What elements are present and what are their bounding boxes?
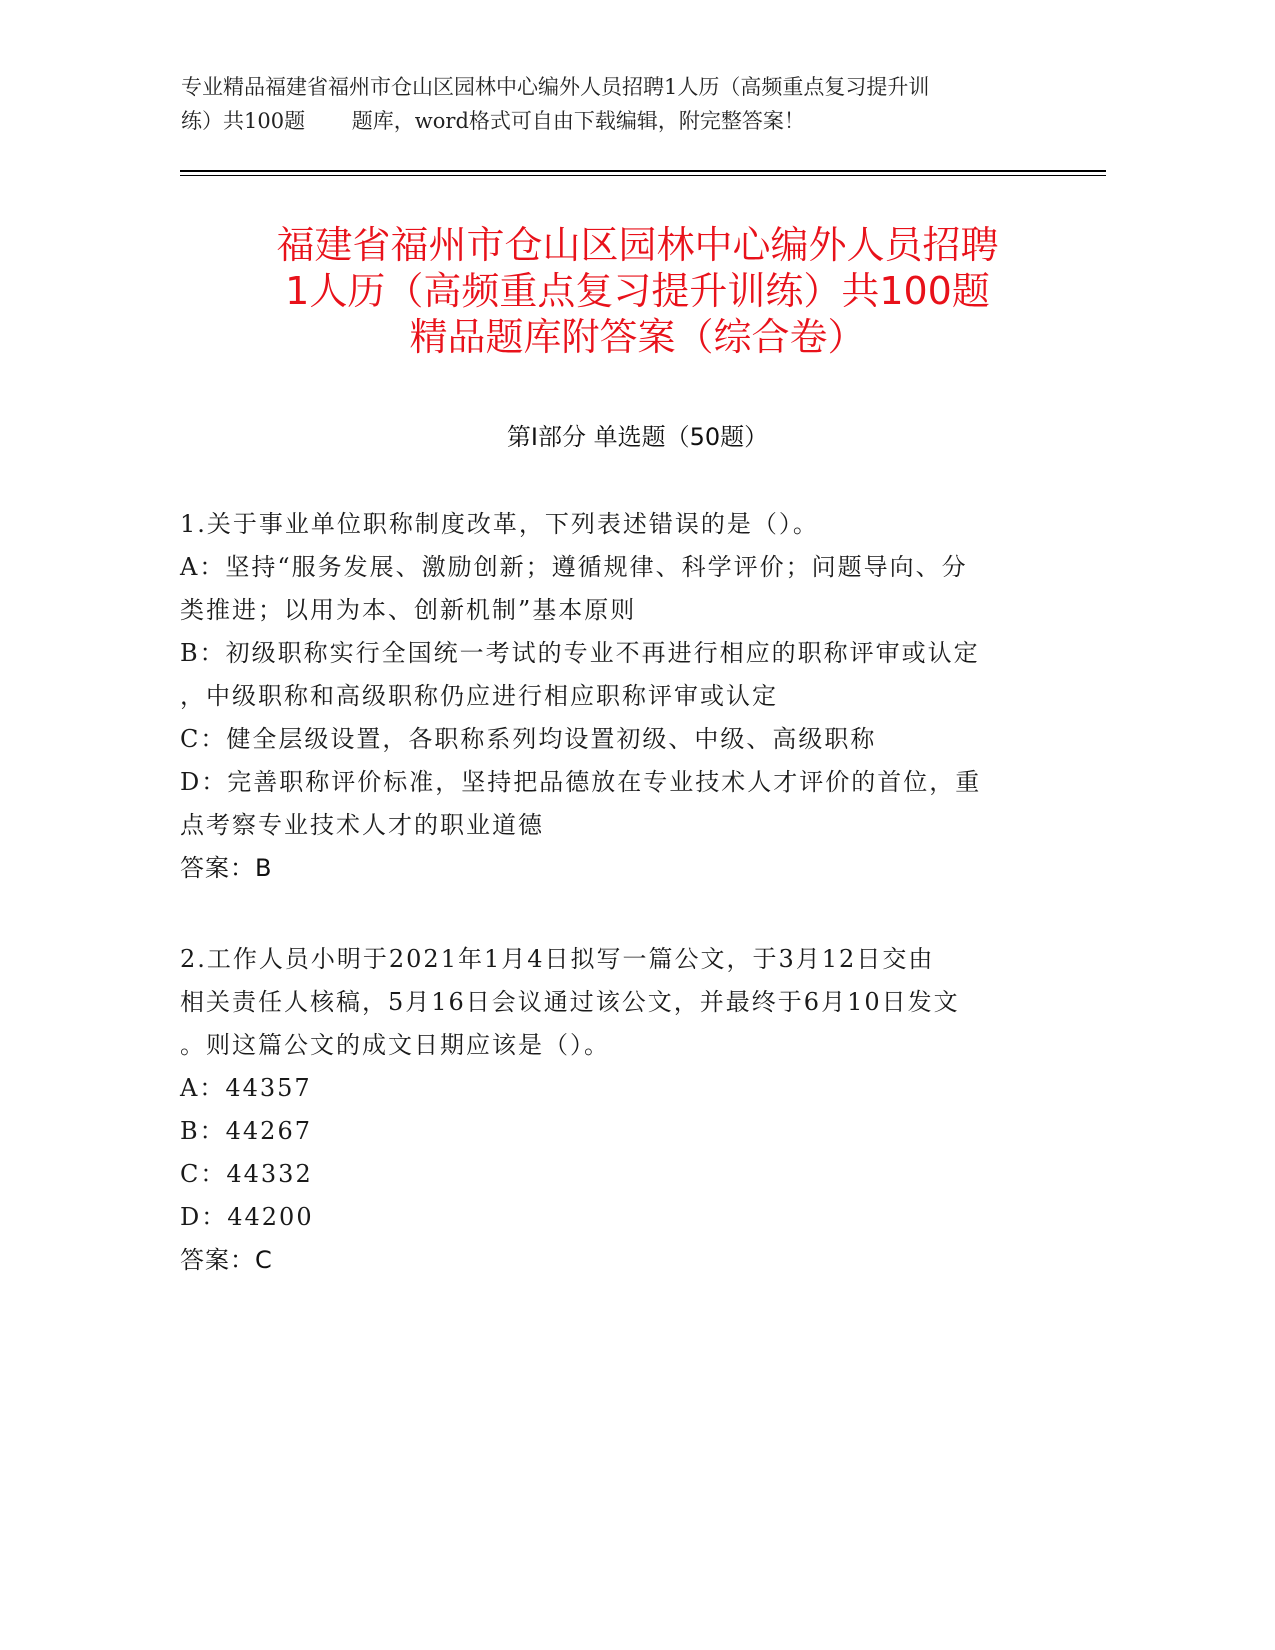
option-a-cont: 类推进；以用为本、创新机制”基本原则 — [180, 596, 637, 624]
question-block — [180, 503, 1060, 890]
option-a: A：44357 — [180, 1074, 312, 1102]
header-divider — [180, 170, 1106, 172]
answer-label: 答案：C — [180, 1246, 273, 1274]
header-note-line: 专业精品福建省福州市仓山区园林中心编外人员招聘1人历（高频重点复习提升训 — [181, 75, 930, 99]
question-text: 2.工作人员小明于2021年1月4日拟写一篇公文，于3月12日交由 — [180, 945, 935, 973]
header-note-line: 练）共100题 题库，word格式可自由下载编辑，附完整答案！ — [181, 109, 805, 133]
section-title: 第Ⅰ部分 单选题（50题） — [506, 423, 769, 451]
header-note — [181, 70, 1061, 138]
question-text: 1.关于事业单位职称制度改革，下列表述错误的是（）。 — [180, 510, 819, 538]
option-b: B：初级职称实行全国统一考试的专业不再进行相应的职称评审或认定 — [180, 639, 980, 667]
option-d: D：完善职称评价标准，坚持把品德放在专业技术人才评价的首位，重 — [180, 768, 982, 796]
question-text-cont: 。则这篇公文的成文日期应该是（）。 — [180, 1031, 610, 1059]
document-title-line: 1人历（高频重点复习提升训练）共100题 — [285, 269, 990, 313]
document-title — [160, 222, 1115, 360]
option-a: A：坚持“服务发展、激励创新；遵循规律、科学评价；问题导向、分 — [180, 553, 968, 581]
document-title-line: 福建省福州市仓山区园林中心编外人员招聘 — [276, 223, 999, 267]
answer-label: 答案：B — [180, 854, 273, 882]
option-b: B：44267 — [180, 1117, 312, 1145]
option-c: C：健全层级设置，各职称系列均设置初级、中级、高级职称 — [180, 725, 877, 753]
option-b-cont: ，中级职称和高级职称仍应进行相应职称评审或认定 — [180, 682, 778, 710]
header-divider-thin — [180, 175, 1106, 176]
question-block — [180, 938, 1060, 1282]
option-d: D：44200 — [180, 1203, 314, 1231]
option-d-cont: 点考察专业技术人才的职业道德 — [180, 811, 544, 839]
document-title-line: 精品题库附答案（综合卷） — [409, 315, 866, 359]
option-c: C：44332 — [180, 1160, 313, 1188]
question-text-cont: 相关责任人核稿，5月16日会议通过该公文，并最终于6月10日发文 — [180, 988, 960, 1016]
